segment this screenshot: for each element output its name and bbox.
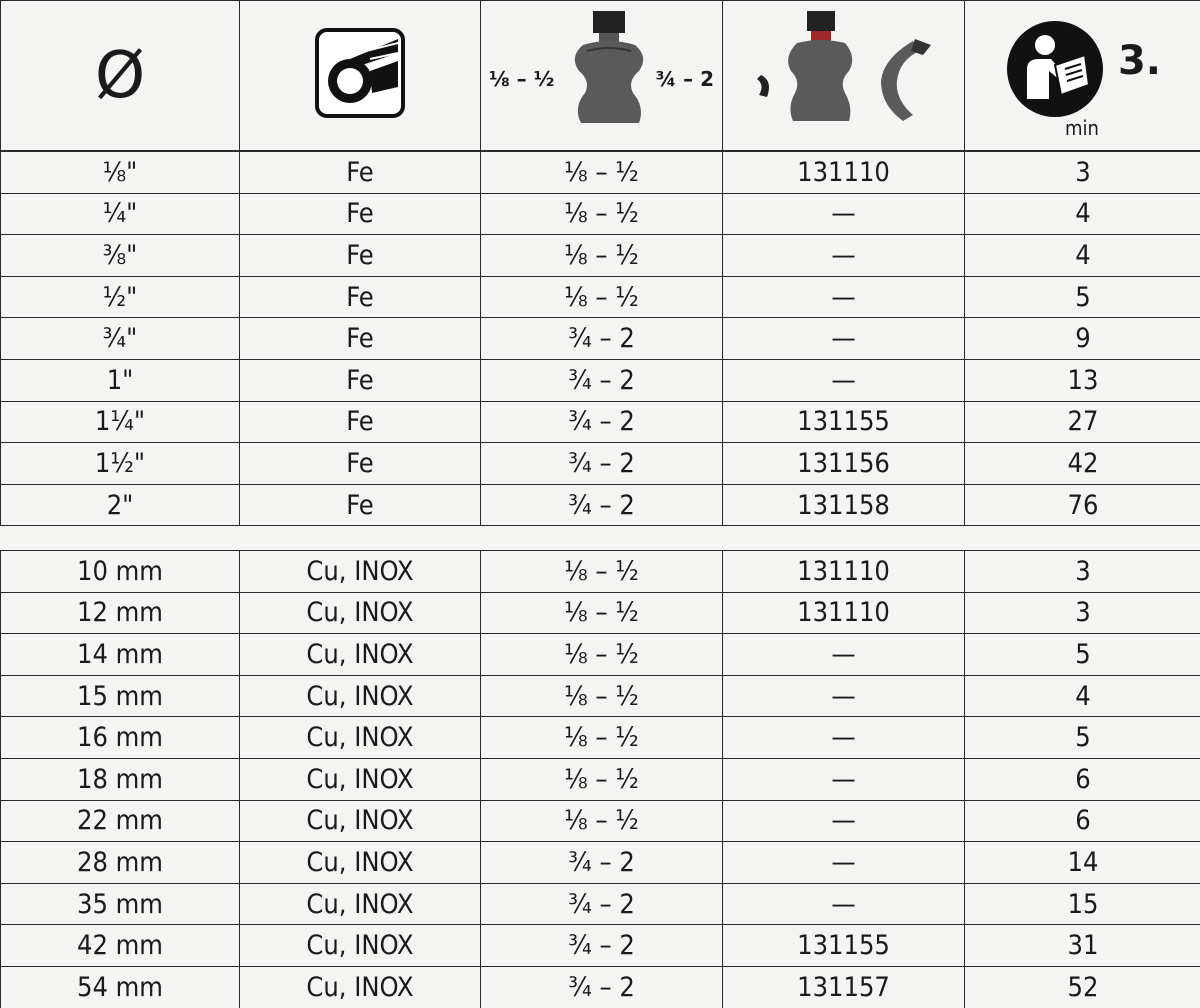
part-number-cell: — <box>723 193 965 235</box>
adapter-header <box>723 1 965 151</box>
die-range-cell: ¾ – 2 <box>481 925 723 967</box>
time-cell: 9 <box>965 318 1200 360</box>
material-header <box>240 1 481 151</box>
size-cell: 28 mm <box>1 842 240 884</box>
die-head-icon <box>569 11 649 141</box>
part-number-cell: 131155 <box>723 925 965 967</box>
die-range-cell: ⅛ – ½ <box>481 634 723 676</box>
die-range-cell: ¾ – 2 <box>481 484 723 526</box>
time-cell: 5 <box>965 634 1200 676</box>
step-label: 3. <box>1118 41 1161 81</box>
time-cell: 4 <box>965 675 1200 717</box>
die-range-cell: ¾ – 2 <box>481 443 723 485</box>
pipe-material-icon <box>314 27 406 119</box>
die-range-cell: ⅛ – ½ <box>481 235 723 277</box>
table-row <box>1 925 1200 967</box>
size-cell: 2" <box>1 484 240 526</box>
table-row <box>1 443 1200 485</box>
size-cell: 35 mm <box>1 883 240 925</box>
table-row <box>1 966 1200 1007</box>
material-cell: Fe <box>240 359 481 401</box>
material-cell: Fe <box>240 193 481 235</box>
time-header <box>965 1 1200 151</box>
part-number-cell: — <box>723 883 965 925</box>
size-cell: ¾" <box>1 318 240 360</box>
die-range-cell: ⅛ – ½ <box>481 800 723 842</box>
die-range-cell: ⅛ – ½ <box>481 551 723 593</box>
table-row <box>1 401 1200 443</box>
time-cell: 13 <box>965 359 1200 401</box>
table-row <box>1 592 1200 634</box>
die-range-cell: ⅛ – ½ <box>481 675 723 717</box>
size-cell: 54 mm <box>1 966 240 1007</box>
read-manual-icon <box>1005 19 1105 119</box>
material-cell: Cu, INOX <box>240 675 481 717</box>
size-cell: 1¼" <box>1 401 240 443</box>
part-number-cell: 131110 <box>723 152 965 194</box>
time-cell: 27 <box>965 401 1200 443</box>
material-cell: Fe <box>240 235 481 277</box>
size-cell: ⅜" <box>1 235 240 277</box>
part-number-cell: 131158 <box>723 484 965 526</box>
part-number-cell: 131110 <box>723 551 965 593</box>
table-row <box>1 634 1200 676</box>
size-cell: ½" <box>1 276 240 318</box>
part-number-cell: — <box>723 675 965 717</box>
part-number-cell: — <box>723 634 965 676</box>
die-range-cell: ¾ – 2 <box>481 401 723 443</box>
time-cell: 5 <box>965 276 1200 318</box>
time-unit-label: min <box>1065 118 1099 138</box>
material-cell: Fe <box>240 484 481 526</box>
die-range-cell: ¾ – 2 <box>481 318 723 360</box>
time-cell: 6 <box>965 800 1200 842</box>
table-row <box>1 800 1200 842</box>
header-row <box>1 1 1200 151</box>
die-range-cell: ⅛ – ½ <box>481 152 723 194</box>
size-cell: 18 mm <box>1 758 240 800</box>
diameter-header <box>1 1 240 151</box>
table-row <box>1 842 1200 884</box>
time-cell: 14 <box>965 842 1200 884</box>
material-cell: Fe <box>240 152 481 194</box>
part-number-cell: — <box>723 235 965 277</box>
part-number-cell: — <box>723 758 965 800</box>
size-cell: 14 mm <box>1 634 240 676</box>
part-number-cell: — <box>723 359 965 401</box>
die-range-cell: ⅛ – ½ <box>481 717 723 759</box>
part-number-cell: 131156 <box>723 443 965 485</box>
material-cell: Fe <box>240 443 481 485</box>
time-cell: 3 <box>965 152 1200 194</box>
part-number-cell: — <box>723 717 965 759</box>
material-cell: Cu, INOX <box>240 966 481 1007</box>
part-number-cell: — <box>723 842 965 884</box>
time-cell: 76 <box>965 484 1200 526</box>
die-header <box>481 1 723 151</box>
table-row <box>1 484 1200 526</box>
table-row <box>1 717 1200 759</box>
time-cell: 6 <box>965 758 1200 800</box>
size-cell: 10 mm <box>1 551 240 593</box>
table-row <box>1 675 1200 717</box>
die-range-cell: ⅛ – ½ <box>481 276 723 318</box>
material-cell: Cu, INOX <box>240 551 481 593</box>
material-cell: Fe <box>240 401 481 443</box>
table-row <box>1 551 1200 593</box>
time-cell: 42 <box>965 443 1200 485</box>
size-cell: 1½" <box>1 443 240 485</box>
table-row <box>1 318 1200 360</box>
size-cell: 15 mm <box>1 675 240 717</box>
part-number-cell: — <box>723 318 965 360</box>
material-cell: Cu, INOX <box>240 717 481 759</box>
material-cell: Cu, INOX <box>240 925 481 967</box>
size-cell: 16 mm <box>1 717 240 759</box>
table-row <box>1 276 1200 318</box>
time-cell: 31 <box>965 925 1200 967</box>
size-cell: 12 mm <box>1 592 240 634</box>
die-range-cell: ¾ – 2 <box>481 842 723 884</box>
size-cell: 22 mm <box>1 800 240 842</box>
size-cell: ⅛" <box>1 152 240 194</box>
size-cell: 42 mm <box>1 925 240 967</box>
die-range-cell: ¾ – 2 <box>481 966 723 1007</box>
material-cell: Fe <box>240 276 481 318</box>
inch-sizes-table <box>0 151 1200 526</box>
time-cell: 5 <box>965 717 1200 759</box>
die-range-cell: ¾ – 2 <box>481 359 723 401</box>
time-cell: 3 <box>965 592 1200 634</box>
material-cell: Cu, INOX <box>240 634 481 676</box>
material-cell: Fe <box>240 318 481 360</box>
die-range-cell: ¾ – 2 <box>481 883 723 925</box>
die-range-cell: ⅛ – ½ <box>481 592 723 634</box>
table-row <box>1 758 1200 800</box>
part-number-cell: 131110 <box>723 592 965 634</box>
time-cell: 4 <box>965 193 1200 235</box>
table-row <box>1 359 1200 401</box>
part-number-cell: 131155 <box>723 401 965 443</box>
table-header <box>0 0 1200 151</box>
time-cell: 15 <box>965 883 1200 925</box>
diameter-symbol: Ø <box>95 39 145 113</box>
table-row <box>1 152 1200 194</box>
material-cell: Cu, INOX <box>240 883 481 925</box>
material-cell: Cu, INOX <box>240 842 481 884</box>
size-cell: 1" <box>1 359 240 401</box>
part-number-cell: 131157 <box>723 966 965 1007</box>
part-number-cell: — <box>723 800 965 842</box>
table-row <box>1 193 1200 235</box>
time-cell: 4 <box>965 235 1200 277</box>
size-cell: ¼" <box>1 193 240 235</box>
material-cell: Cu, INOX <box>240 758 481 800</box>
section-gap <box>0 529 1200 550</box>
table-row <box>1 235 1200 277</box>
time-cell: 3 <box>965 551 1200 593</box>
adapter-jaws-icon <box>753 11 943 141</box>
metric-sizes-table <box>0 550 1200 1008</box>
die-range-small-label: ⅛ – ½ <box>489 69 554 89</box>
table-row <box>1 883 1200 925</box>
die-range-cell: ⅛ – ½ <box>481 193 723 235</box>
die-range-large-label: ¾ – 2 <box>655 69 714 89</box>
die-range-cell: ⅛ – ½ <box>481 758 723 800</box>
material-cell: Cu, INOX <box>240 592 481 634</box>
part-number-cell: — <box>723 276 965 318</box>
material-cell: Cu, INOX <box>240 800 481 842</box>
time-cell: 52 <box>965 966 1200 1007</box>
